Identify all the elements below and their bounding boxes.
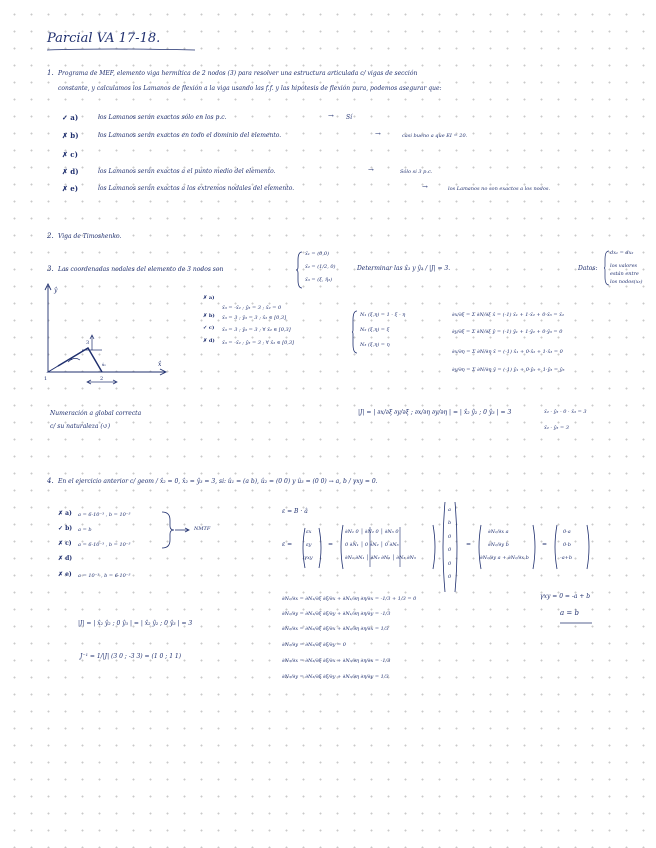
- q4-option-c-text: a = 6·10⁻³ , b = 10⁻³: [78, 542, 131, 548]
- q1-option-e-note: los Lamanos no son exactos a los nodos.: [448, 186, 551, 192]
- q4-mid-3: ∂N₁/∂y a + ∂N₁/∂x b: [480, 555, 529, 561]
- q2-number: 2.: [47, 232, 54, 240]
- q4-u-6: 0: [448, 574, 452, 580]
- q1-option-d-text: los Lamanos serán exactos a el punto medio del elemento.: [98, 168, 276, 175]
- q4-partial-4: ∂N₂/∂y = ∂N₂/∂ξ ∂ξ/∂y = 0: [282, 642, 346, 648]
- q4-eps-vector-brackets: [300, 526, 324, 570]
- q3-deriv-2: ∂y/∂ξ = Σ ∂N/∂ξ ŷ = (-1) ŷ₁ + 1·ŷ₂ + 0·ŷ₃ = 0: [452, 329, 563, 335]
- q1-option-a-arrow: →: [328, 112, 334, 120]
- q1-option-e-mark: ✗ e): [62, 184, 79, 193]
- q4-answer-underline: [558, 620, 598, 626]
- q3-option-d-mark: ✗ d): [203, 338, 215, 344]
- q1-option-e-text: los Lamanos serán exactos a los extremos nodales del elemento.: [98, 185, 295, 192]
- q4-text: En el ejercicio anterior c/ geom / x̂₂ = 0, x̂₂ = ŷ₃ = 3, si: û₁ = (a b), û₂ = (0 0) y û₃ = (0 0) → a, b / γxy = 0.: [58, 478, 378, 485]
- q4-partial-3: ∂N₂/∂x = ∂N₂/∂ξ ∂ξ/∂x + ∂N₂/∂η ∂η/∂x = 1/3: [282, 626, 389, 632]
- q4-partial-2: ∂N₁/∂y = ∂N₁/∂ξ ∂ξ/∂y + ∂N₁/∂η ∂η/∂y = -1/3: [282, 611, 391, 617]
- q1-option-a-mark: ✓ a): [62, 113, 79, 122]
- q4-option-b-text: a = b: [78, 527, 92, 533]
- svg-text:ŷ: ŷ: [54, 287, 58, 294]
- q4-b-row-3: ∂N₁ ∂N₁ │ ∂N₂ ∂N₂ │ ∂N₃ ∂N₃: [345, 555, 416, 561]
- q4-gamma: γxy = 0 = -a + b: [540, 593, 591, 600]
- q4-eq-sign-1: =: [328, 541, 334, 548]
- q4-option-e-text: a = 10⁻³ , b = 6·10⁻³: [78, 573, 131, 579]
- q3-coords-brace: [296, 250, 304, 290]
- q4-u-5: 0: [448, 561, 452, 567]
- q4-eq-sign-2: =: [466, 541, 472, 548]
- q3-numbering-note-1: Numeración a global correcta: [50, 410, 142, 417]
- q4-jacobian: |J| = | x̂₂ ŷ₂ ; 0 ŷ₃ | = | x̂₂ ŷ₂ ; 0 ŷ₃ | = 3: [78, 620, 193, 627]
- q3-element-sketch: [40, 280, 170, 390]
- q4-res-vector-brackets: [552, 523, 592, 573]
- q1-option-d-mark: ✗ d): [62, 167, 79, 176]
- q3-coord-2: x̂₂ = (1/2, 0): [305, 264, 336, 270]
- q4-option-a-mark: ✗ a): [58, 510, 72, 517]
- q3-result-2: x̂₂ · ŷ₃ = 3: [544, 425, 569, 431]
- q3-deriv-3: ∂x/∂η = Σ ∂N/∂η x̂ = (-1) x̂₁ + 0·x̂₂ + 1·x̂₃ = 0: [452, 349, 563, 355]
- q1-line2: constante, y calculamos los Lamanos de flexión a la viga usando las f.f. y las hipótesis de flexión pura, podemos asegurar que:: [58, 85, 442, 92]
- q4-res-1: 0·a: [563, 529, 571, 535]
- q3-datos-label: Datos:: [578, 265, 598, 272]
- q1-option-b-mark: ✗ b): [62, 131, 79, 140]
- q3-datos-2: los valores: [610, 263, 638, 269]
- q3-shapefn-brace: [352, 310, 358, 354]
- q3-number: 3.: [47, 265, 54, 273]
- q4-option-c-mark: ✗ c): [58, 540, 72, 547]
- q4-eps-x: εx: [306, 529, 312, 535]
- q4-option-b-mark: ✓ b): [58, 525, 73, 532]
- q4-u-1: a: [448, 507, 451, 513]
- q4-eps-y: εy: [306, 542, 312, 548]
- q1-option-d-arrow: →: [368, 166, 374, 174]
- q3-shapefn-2: N₂ (ξ,η) = ξ: [360, 327, 390, 333]
- page-title: Parcial VA 17-18.: [47, 31, 161, 46]
- q4-res-2: 0·b: [563, 542, 571, 548]
- q1-number: 1.: [47, 69, 54, 77]
- q3-deriv-1: ∂x/∂ξ = Σ ∂N/∂ξ x̂ = (-1) x̂₁ + 1·x̂₂ + 0·x̂₃ = x̂₂: [452, 312, 564, 318]
- q1-option-a-note: Sí: [346, 114, 353, 121]
- q4-partial-5: ∂N₃/∂x = ∂N₃/∂ξ ∂ξ/∂x + ∂N₃/∂η ∂η/∂x = -1/3: [282, 658, 391, 664]
- q3-option-c-text: x̂₃ = 3 ; ŷ₃ = 3 ; ∀ x̂₂ ∈ [0,3]: [222, 327, 291, 333]
- q3-datos-4: los nodos(x₃): [610, 279, 643, 285]
- q4-u-2: b: [448, 520, 452, 526]
- q1-option-e-arrow: →: [422, 183, 428, 191]
- q4-gamma-2: a = b: [560, 609, 579, 617]
- q3-option-b-text: x̂₃ = 3 ; ŷ₃ = 3 ; x̂₂ ∈ [0,3]: [222, 315, 287, 321]
- q3-coord-3: x̂₃ = (ξ, η̂₃): [305, 277, 333, 283]
- q3-shapefn-3: N₃ (ξ,η) = η: [360, 342, 390, 348]
- q4-b-row-2: 0 ∂N₁ │ 0 ∂N₂ │ 0 ∂N₃: [345, 542, 399, 548]
- svg-text:x̂₂: x̂₂: [102, 362, 106, 367]
- q4-partial-6: ∂N₃/∂y = ∂N₃/∂ξ ∂ξ/∂y + ∂N₃/∂η ∂η/∂y = 1/3: [282, 674, 389, 680]
- q4-mid-2: ∂N₁/∂y b: [488, 542, 509, 548]
- svg-text:a: a: [70, 356, 73, 361]
- q4-option-a-text: a = 6·10⁻³ , b = 10⁻³: [78, 512, 131, 518]
- title-underline: [45, 47, 205, 53]
- q3-coord-1: x̂₁ = (0,0): [305, 251, 330, 257]
- q4-nmtf-brace: [160, 510, 190, 550]
- q4-gamma-xy: γxy: [304, 555, 313, 561]
- q4-option-e-mark: ✗ e): [58, 571, 72, 578]
- q1-option-c-mark: ✗ c): [62, 150, 78, 159]
- q1-option-b-note: casi bueno a que EI = 20.: [402, 133, 468, 139]
- q4-option-d-mark: ✗ d): [58, 555, 73, 562]
- q4-b-row-1: ∂N₁ 0 │ ∂N₂ 0 │ ∂N₃ 0: [345, 529, 399, 535]
- q3-numbering-note-2: c/ su naturaleza (↺): [50, 423, 111, 430]
- q4-jacobian-inverse: J⁻¹ = 1/|J| (3 0 ; -3 3) = (1 0 ; 1 1): [80, 653, 182, 660]
- q4-nmtf: NMTF: [194, 526, 211, 532]
- q4-u-4: 0: [448, 547, 452, 553]
- q1-line1: Programa de MEF, elemento viga hermítica de 2 nodos (3) para resolver una estructura articulada c/ vigas de sección: [58, 70, 418, 77]
- q4-number: 4.: [47, 477, 54, 485]
- q3-option-b-mark: ✗ b): [203, 313, 215, 319]
- q3-deriv-4: ∂y/∂η = Σ ∂N/∂η ŷ = (-1) ŷ₁ + 0·ŷ₂ + 1·ŷ₃ = ŷ₃: [452, 367, 565, 373]
- q1-option-d-note: Sólo si 3 p.c.: [400, 169, 433, 175]
- q4-eps-label: ε =: [282, 541, 293, 548]
- q3-text: Las coordenadas nodales del elemento de 3 nodos son: [58, 266, 224, 273]
- q3-datos-1: dx₁ = dx₂: [610, 250, 634, 256]
- q3-result-1: x̂₂ · ŷ₃ - 0 · x̂₃ = 3: [544, 409, 587, 415]
- q3-jacobian: |J| = | ∂x/∂ξ ∂y/∂ξ ; ∂x/∂η ∂y/∂η | = | x̂₂ ŷ₂ ; 0 ŷ₃ | = 3: [358, 409, 512, 416]
- svg-text:3: 3: [86, 340, 90, 346]
- svg-text:1: 1: [44, 376, 48, 382]
- svg-text:x̂: x̂: [158, 361, 162, 368]
- q3-option-d-text: x̂₃ = -x̂₂ ; ŷ₃ = 3 ; ∀ x̂₂ ∈ [0,3]: [222, 340, 294, 346]
- q4-partial-1: ∂N₁/∂x = ∂N₁/∂ξ ∂ξ/∂x + ∂N₁/∂η ∂η/∂x = -1/3 + 1/3 = 0: [282, 596, 417, 602]
- q4-mid-1: ∂N₁/∂x a: [488, 529, 509, 535]
- q3-shapefn-1: N₁ (ξ,η) = 1 - ξ - η: [360, 312, 406, 318]
- q4-eq-sign-3: =: [542, 541, 548, 548]
- svg-text:2: 2: [100, 376, 104, 382]
- q4-res-3: -a+b: [560, 555, 573, 561]
- q3-question: Determinar las x̂₃ y ŷ₃ / |J| = 3.: [357, 265, 451, 272]
- q4-u-3: 0: [448, 534, 452, 540]
- q1-option-b-text: los Lamanos serán exactos en todo el dominio del elemento.: [98, 132, 282, 139]
- q1-option-b-arrow: →: [375, 130, 381, 138]
- q3-option-a-text: x̂₃ = -x̂₂ ; ŷ₃ = 3 ; x̂₂ = 0: [222, 305, 282, 311]
- q2-text: Viga de Timoshenko.: [58, 233, 122, 240]
- q3-option-a-mark: ✗ a): [203, 295, 215, 301]
- q4-eps-eq: ε = B · â: [282, 508, 308, 515]
- q3-datos-3: están entre: [610, 271, 639, 277]
- q3-option-c-mark: ✓ c): [203, 325, 215, 331]
- q1-option-a-text: los Lamanos serán exactos sólo en los p.c.: [98, 114, 227, 121]
